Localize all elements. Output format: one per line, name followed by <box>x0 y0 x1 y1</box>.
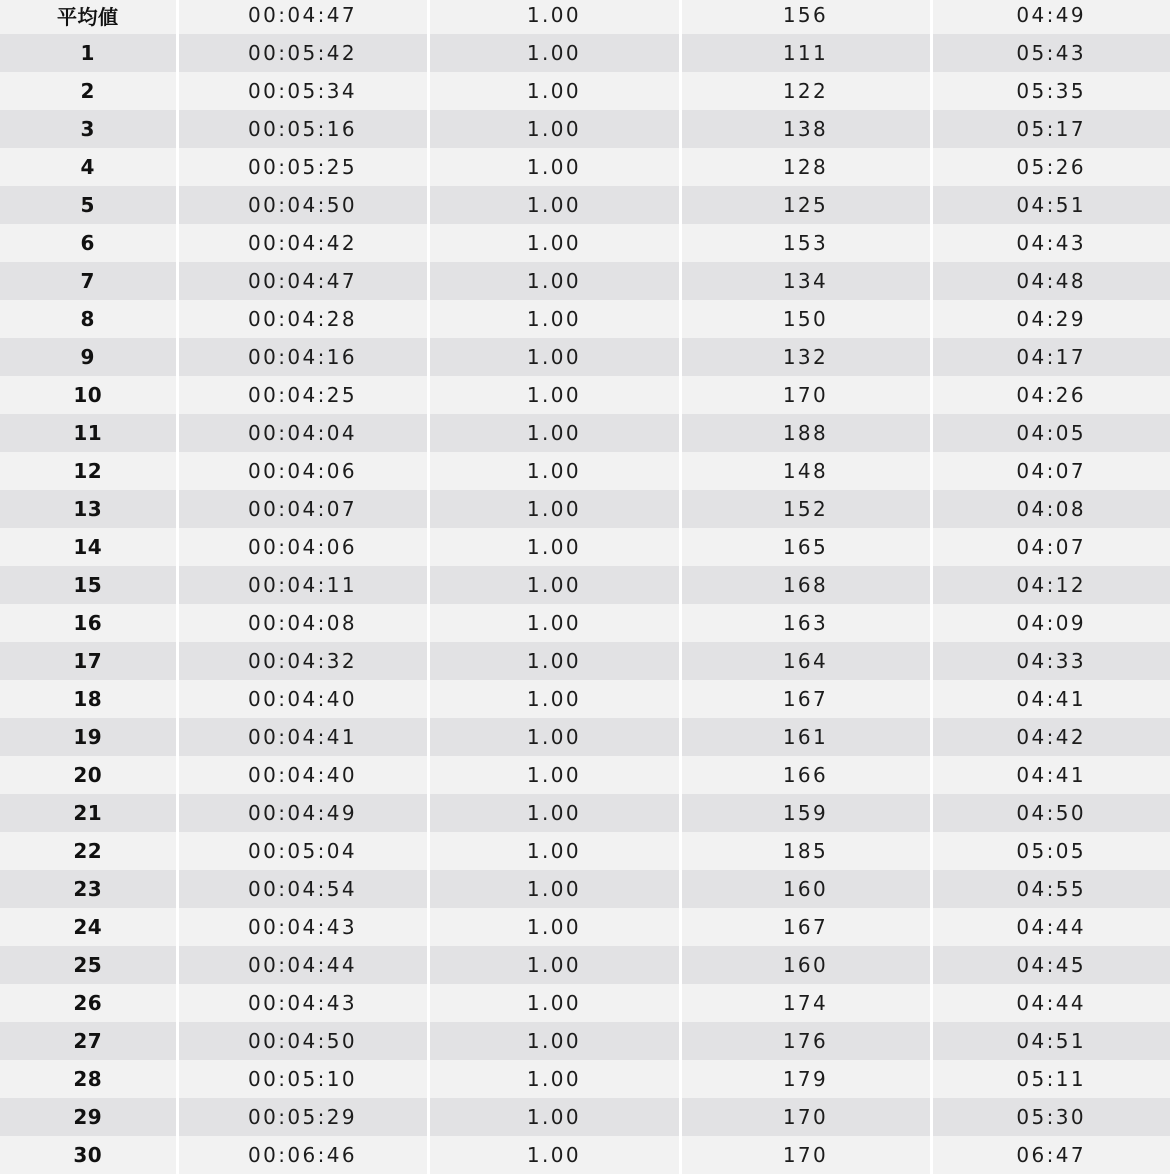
lap-number: 28 <box>0 1060 177 1098</box>
lap-number: 26 <box>0 984 177 1022</box>
lap-number: 22 <box>0 832 177 870</box>
lap-row <box>0 908 1170 946</box>
lap-row <box>0 72 1170 110</box>
lap-distance: 1.00 <box>428 1022 680 1060</box>
lap-row <box>0 718 1170 756</box>
lap-number: 18 <box>0 680 177 718</box>
lap-time: 00:04:28 <box>177 300 428 338</box>
average-calories: 156 <box>680 0 931 34</box>
lap-calories: 164 <box>680 642 931 680</box>
lap-number: 15 <box>0 566 177 604</box>
lap-distance: 1.00 <box>428 186 680 224</box>
average-row <box>0 0 1170 34</box>
lap-distance: 1.00 <box>428 414 680 452</box>
lap-number: 14 <box>0 528 177 566</box>
lap-pace: 04:51 <box>931 186 1170 224</box>
lap-time: 00:04:06 <box>177 452 428 490</box>
lap-pace: 04:44 <box>931 908 1170 946</box>
lap-calories: 176 <box>680 1022 931 1060</box>
lap-row <box>0 110 1170 148</box>
lap-pace: 04:33 <box>931 642 1170 680</box>
lap-row <box>0 376 1170 414</box>
lap-row <box>0 604 1170 642</box>
lap-time: 00:04:44 <box>177 946 428 984</box>
lap-row <box>0 870 1170 908</box>
lap-pace: 04:42 <box>931 718 1170 756</box>
lap-distance: 1.00 <box>428 1136 680 1174</box>
lap-calories: 159 <box>680 794 931 832</box>
lap-row <box>0 794 1170 832</box>
lap-pace: 05:30 <box>931 1098 1170 1136</box>
lap-distance: 1.00 <box>428 984 680 1022</box>
lap-distance: 1.00 <box>428 1060 680 1098</box>
lap-pace: 04:29 <box>931 300 1170 338</box>
lap-distance: 1.00 <box>428 110 680 148</box>
lap-number: 2 <box>0 72 177 110</box>
lap-pace: 04:05 <box>931 414 1170 452</box>
lap-pace: 05:11 <box>931 1060 1170 1098</box>
lap-time: 00:04:11 <box>177 566 428 604</box>
lap-row <box>0 946 1170 984</box>
lap-number: 9 <box>0 338 177 376</box>
lap-time: 00:05:25 <box>177 148 428 186</box>
lap-row <box>0 148 1170 186</box>
lap-distance: 1.00 <box>428 148 680 186</box>
lap-calories: 148 <box>680 452 931 490</box>
lap-distance: 1.00 <box>428 946 680 984</box>
lap-time: 00:05:29 <box>177 1098 428 1136</box>
lap-number: 23 <box>0 870 177 908</box>
lap-distance: 1.00 <box>428 794 680 832</box>
lap-distance: 1.00 <box>428 566 680 604</box>
lap-number: 3 <box>0 110 177 148</box>
lap-number: 10 <box>0 376 177 414</box>
lap-distance: 1.00 <box>428 490 680 528</box>
lap-pace: 04:08 <box>931 490 1170 528</box>
lap-pace: 04:43 <box>931 224 1170 262</box>
lap-row <box>0 832 1170 870</box>
lap-distance: 1.00 <box>428 832 680 870</box>
lap-distance: 1.00 <box>428 718 680 756</box>
lap-number: 4 <box>0 148 177 186</box>
lap-pace: 04:55 <box>931 870 1170 908</box>
lap-pace: 04:07 <box>931 452 1170 490</box>
lap-time: 00:04:54 <box>177 870 428 908</box>
lap-pace: 04:51 <box>931 1022 1170 1060</box>
lap-time: 00:04:07 <box>177 490 428 528</box>
lap-time: 00:04:41 <box>177 718 428 756</box>
lap-pace: 05:17 <box>931 110 1170 148</box>
lap-row <box>0 528 1170 566</box>
lap-calories: 163 <box>680 604 931 642</box>
lap-row <box>0 338 1170 376</box>
lap-distance: 1.00 <box>428 642 680 680</box>
lap-number: 17 <box>0 642 177 680</box>
lap-number: 12 <box>0 452 177 490</box>
lap-number: 7 <box>0 262 177 300</box>
lap-distance: 1.00 <box>428 224 680 262</box>
lap-time: 00:04:47 <box>177 262 428 300</box>
lap-number: 21 <box>0 794 177 832</box>
lap-pace: 04:07 <box>931 528 1170 566</box>
average-time: 00:04:47 <box>177 0 428 34</box>
lap-pace: 05:35 <box>931 72 1170 110</box>
lap-row <box>0 300 1170 338</box>
lap-calories: 161 <box>680 718 931 756</box>
lap-calories: 138 <box>680 110 931 148</box>
lap-row <box>0 566 1170 604</box>
lap-pace: 06:47 <box>931 1136 1170 1174</box>
lap-row <box>0 186 1170 224</box>
lap-calories: 111 <box>680 34 931 72</box>
lap-row <box>0 490 1170 528</box>
lap-row <box>0 680 1170 718</box>
lap-calories: 160 <box>680 946 931 984</box>
lap-time: 00:05:34 <box>177 72 428 110</box>
lap-calories: 160 <box>680 870 931 908</box>
lap-pace: 04:44 <box>931 984 1170 1022</box>
lap-number: 6 <box>0 224 177 262</box>
lap-number: 24 <box>0 908 177 946</box>
lap-distance: 1.00 <box>428 680 680 718</box>
lap-time: 00:04:50 <box>177 1022 428 1060</box>
lap-calories: 188 <box>680 414 931 452</box>
lap-calories: 170 <box>680 1136 931 1174</box>
lap-time: 00:04:06 <box>177 528 428 566</box>
lap-pace: 04:50 <box>931 794 1170 832</box>
lap-row <box>0 1022 1170 1060</box>
lap-calories: 167 <box>680 680 931 718</box>
lap-calories: 153 <box>680 224 931 262</box>
lap-number: 27 <box>0 1022 177 1060</box>
lap-calories: 168 <box>680 566 931 604</box>
lap-distance: 1.00 <box>428 72 680 110</box>
lap-number: 19 <box>0 718 177 756</box>
lap-number: 5 <box>0 186 177 224</box>
lap-number: 16 <box>0 604 177 642</box>
lap-distance: 1.00 <box>428 908 680 946</box>
lap-time: 00:04:16 <box>177 338 428 376</box>
lap-calories: 152 <box>680 490 931 528</box>
lap-number: 11 <box>0 414 177 452</box>
lap-time: 00:05:16 <box>177 110 428 148</box>
lap-pace: 05:43 <box>931 34 1170 72</box>
lap-distance: 1.00 <box>428 338 680 376</box>
lap-time: 00:06:46 <box>177 1136 428 1174</box>
lap-pace: 04:26 <box>931 376 1170 414</box>
lap-distance: 1.00 <box>428 1098 680 1136</box>
lap-row <box>0 1098 1170 1136</box>
lap-pace: 04:12 <box>931 566 1170 604</box>
lap-distance: 1.00 <box>428 452 680 490</box>
lap-time: 00:04:04 <box>177 414 428 452</box>
lap-time: 00:05:10 <box>177 1060 428 1098</box>
lap-time: 00:04:40 <box>177 680 428 718</box>
lap-calories: 170 <box>680 376 931 414</box>
lap-number: 20 <box>0 756 177 794</box>
lap-row <box>0 984 1170 1022</box>
lap-distance: 1.00 <box>428 376 680 414</box>
lap-time: 00:04:43 <box>177 908 428 946</box>
lap-pace: 05:05 <box>931 832 1170 870</box>
lap-distance: 1.00 <box>428 262 680 300</box>
lap-time: 00:04:49 <box>177 794 428 832</box>
lap-pace: 05:26 <box>931 148 1170 186</box>
lap-calories: 165 <box>680 528 931 566</box>
lap-number: 29 <box>0 1098 177 1136</box>
lap-calories: 134 <box>680 262 931 300</box>
lap-row <box>0 34 1170 72</box>
lap-calories: 170 <box>680 1098 931 1136</box>
lap-distance: 1.00 <box>428 300 680 338</box>
lap-time: 00:04:25 <box>177 376 428 414</box>
lap-calories: 174 <box>680 984 931 1022</box>
lap-distance: 1.00 <box>428 528 680 566</box>
lap-time: 00:05:04 <box>177 832 428 870</box>
lap-calories: 125 <box>680 186 931 224</box>
lap-pace: 04:09 <box>931 604 1170 642</box>
lap-number: 1 <box>0 34 177 72</box>
lap-row <box>0 1060 1170 1098</box>
lap-number: 30 <box>0 1136 177 1174</box>
lap-calories: 185 <box>680 832 931 870</box>
lap-distance: 1.00 <box>428 604 680 642</box>
lap-pace: 04:48 <box>931 262 1170 300</box>
lap-number: 8 <box>0 300 177 338</box>
lap-calories: 122 <box>680 72 931 110</box>
lap-distance: 1.00 <box>428 870 680 908</box>
lap-calories: 167 <box>680 908 931 946</box>
lap-calories: 166 <box>680 756 931 794</box>
lap-time: 00:04:08 <box>177 604 428 642</box>
lap-pace: 04:41 <box>931 756 1170 794</box>
lap-number: 25 <box>0 946 177 984</box>
lap-pace: 04:45 <box>931 946 1170 984</box>
lap-pace: 04:17 <box>931 338 1170 376</box>
lap-distance: 1.00 <box>428 34 680 72</box>
lap-calories: 150 <box>680 300 931 338</box>
lap-distance: 1.00 <box>428 756 680 794</box>
lap-row <box>0 224 1170 262</box>
lap-time: 00:04:40 <box>177 756 428 794</box>
lap-pace: 04:41 <box>931 680 1170 718</box>
lap-row <box>0 452 1170 490</box>
lap-row <box>0 1136 1170 1174</box>
lap-time: 00:04:50 <box>177 186 428 224</box>
average-distance: 1.00 <box>428 0 680 34</box>
lap-row <box>0 642 1170 680</box>
average-pace: 04:49 <box>931 0 1170 34</box>
lap-time: 00:05:42 <box>177 34 428 72</box>
average-label: 平均値 <box>0 0 177 34</box>
lap-row <box>0 756 1170 794</box>
lap-time: 00:04:32 <box>177 642 428 680</box>
lap-row <box>0 262 1170 300</box>
lap-calories: 128 <box>680 148 931 186</box>
lap-row <box>0 414 1170 452</box>
lap-calories: 179 <box>680 1060 931 1098</box>
lap-calories: 132 <box>680 338 931 376</box>
lap-time: 00:04:42 <box>177 224 428 262</box>
lap-time: 00:04:43 <box>177 984 428 1022</box>
lap-number: 13 <box>0 490 177 528</box>
